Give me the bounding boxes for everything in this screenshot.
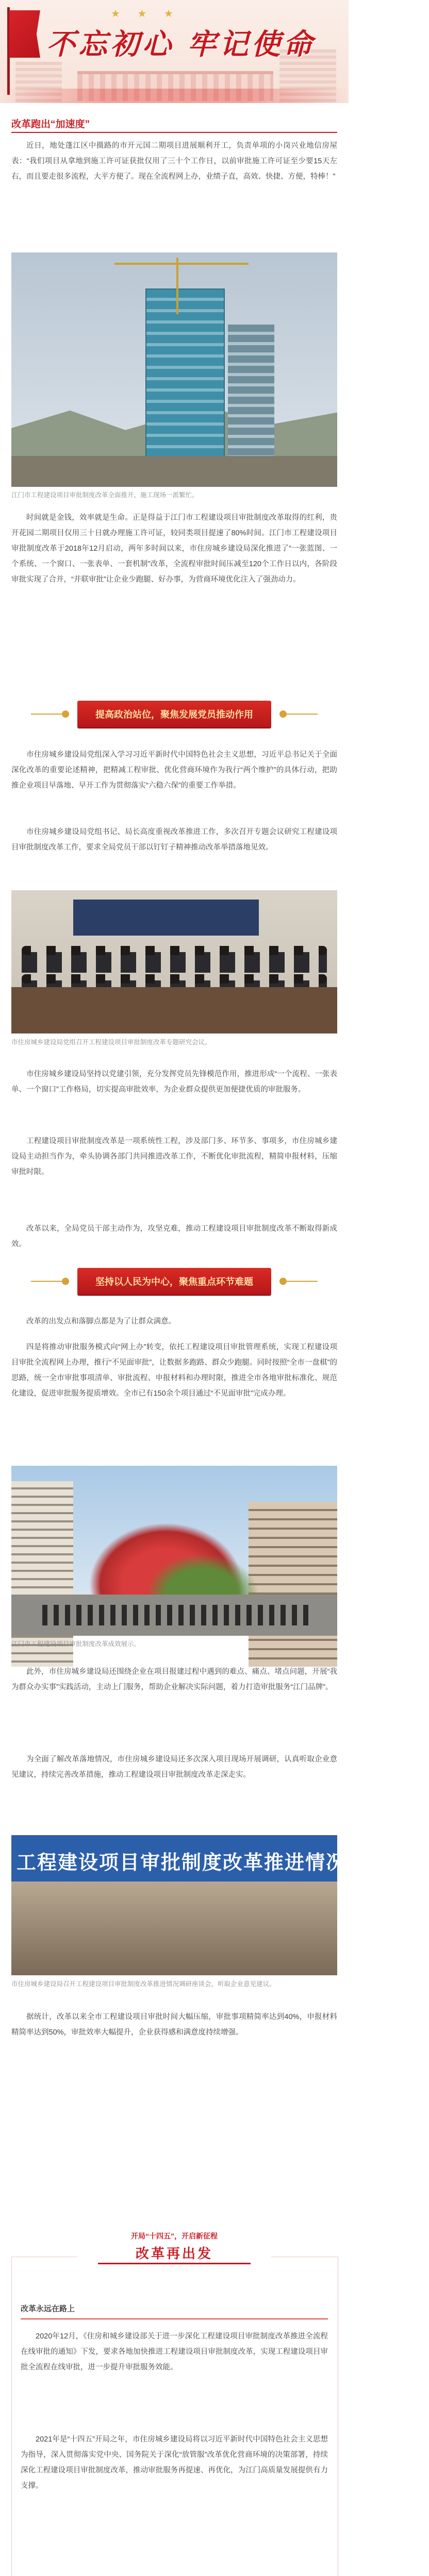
paragraph: 市住房城乡建设局坚持以党建引领，充分发挥党员先锋模范作用，推进形成“一个流程、一张表单、一个窗口”工作格局，切实提高审批效率，为企业群众提供更加便捷优质的审批服务。 [11, 1070, 337, 1094]
photo-caption: 市住房城乡建设局党组召开工程建设项目审批制度改革专题研究会议。 [11, 1039, 211, 1046]
banner-title: 不忘初心 牢记使命 [46, 27, 316, 61]
paragraph: 工程建设项目审批制度改革是一项系统性工程，涉及部门多、环节多、事项多，市住房城乡建设局主动担当作为，牵头协调各部门共同推进改革工作，不断优化审批流程，精简申报材料，压缩审批时限。 [11, 1137, 337, 1176]
red-divider [21, 2318, 328, 2319]
construction-photo [11, 252, 337, 487]
paragraph: 四是将推动审批服务模式向“网上办”转变，依托工程建设项目审批管理系统，实现工程建设项目审批全流程网上办理，推行“不见面审批”，让数据多跑路、群众少跑腿。同时按照“全市一盘棋”的思路，统一全市审批事项清单、审批流程、申报材料和办理时限，推进全市各地审批标准化、规范化建设，促进审批服务提质增效。全市已有150余个项目通过“不见面审批”完成办理。 [11, 1343, 337, 1398]
flower-ornament-icon [62, 1278, 69, 1285]
paragraph: 此外，市住房城乡建设局还围绕企业在项目报建过程中遇到的难点、痛点、堵点问题，开展“我为群众办实事”实践活动，主动上门服务，帮助企业解决实际问题，着力打造审批服务“江门品牌”。 [11, 1668, 337, 1691]
header-banner [0, 0, 349, 103]
party-flag-icon [9, 10, 40, 58]
red-ribbon [0, 89, 349, 103]
forum-photo [11, 1835, 429, 1975]
photo-caption: 江门市工程建设项目审批制度改革全面推开，施工现场一派繁忙。 [11, 492, 199, 499]
flower-ornament-icon [279, 710, 287, 718]
meeting-photo [11, 890, 337, 1033]
flower-ornament-icon [62, 710, 69, 718]
paragraph: 为全面了解改革落地情况，市住房城乡建设局还多次深入项目现场开展调研，认真听取企业意见建议，持续完善改革措施，推动工程建设项目审批制度改革走深走实。 [11, 1755, 337, 1779]
star-decoration-icon: ★ ★ ★ [111, 8, 180, 20]
paragraph: 近日，地处蓬江区中摄路的市开元国二期项目进展顺利开工，负责单项的小岗兴业地信房屋表：“我们项目从拿地到施工许可证获批仅用了三十个工作日，以前审批施工许可证至少要15天左右，而且要走很多流程，大平方便了。现在全流程网上办，业绩子直，高效、快捷、方便，特棒！” [11, 142, 337, 181]
photo-caption: 江门市工程建设项目审批制度改革成效展示。 [11, 1640, 141, 1648]
paragraph: 据统计，改革以来全市工程建设项目审批时间大幅压缩，审批事项精简率达到40%，申报材料精简率达到50%，审批效率大幅提升，企业获得感和满意度持续增强。 [11, 2013, 337, 2037]
chapter-banner: 提高政治站位，聚焦发展党员推动作用 [77, 701, 271, 727]
forum-banner-text: 工程建设项目审批制度改革推进情况调研座谈 [16, 1851, 429, 1874]
buildings-photo [11, 1466, 337, 1636]
paragraph: 2021年是“十四五”开局之年，市住房城乡建设局将以习近平新时代中国特色社会主义思想为指导，深入贯彻落实党中央、国务院关于深化“放管服”改革优化营商环境的决策部署，持续深化工程建设项目审批制度改革，推动审批服务再提速、再优化，为江门高质量发展提供有力支撑。 [21, 2435, 328, 2490]
final-section-header [77, 2231, 271, 2266]
paragraph: 改革以来，全局党员干部主动作为，攻坚克难，推动工程建设项目审批制度改革不断取得新成效。 [11, 1225, 337, 1248]
section-divider [11, 132, 337, 133]
final-heading: 改革永远在路上 [21, 2304, 75, 2313]
paragraph: 市住房城乡建设局党组深入学习习近平新时代中国特色社会主义思想，习近平总书记关于全面深化改革的重要论述精神，把精减工程审批、优化营商环境作为我行“两个维护”的具体行动，把助推企业项目早落地、早开工作为贯彻落实“六稳六保”的重要工作举措。 [11, 751, 337, 790]
flower-ornament-icon [279, 1278, 287, 1285]
section-heading: 改革跑出“加速度” [11, 119, 90, 130]
paragraph: 改革的出发点和落脚点都是为了让群众满意。 [26, 1317, 176, 1326]
chapter-banner: 坚持以人民为中心，聚焦重点环节难题 [77, 1268, 271, 1295]
title-underline [98, 2263, 251, 2264]
final-title: 改革再出发 [135, 2246, 213, 2261]
photo-caption: 市住房城乡建设局召开工程建设项目审批制度改革推进情况调研座谈会，听取企业意见建议。 [11, 1980, 276, 1988]
paragraph: 时间就是金钱，效率就是生命。正是得益于江门市工程建设项目审批制度改革取得的红利，贵开花园二期项目仅用三十日就办理施工许可证，较同类项目提速了80%时间。江门市工程建设项目审批制度改革于2018年12月启动，两年多时间以来，市住房城乡建设局深化推进了“一张蓝图、一个系统、一个窗口、一张表单、一套机制”改革，全流程审批时间压减至120个工作日以内，各阶段审批实现了合并，“并联审批”让企业少跑腿、好办事，为营商环境优化注入了强劲动力。 [11, 514, 337, 584]
paragraph: 2020年12月，《住房和城乡建设部关于进一步深化工程建设项目审批制度改革推进全流程在线审批的通知》下发，要求各地加快推进工程建设项目审批制度改革，实现工程建设项目审批全流程在线审批，进一步提升审批服务效能。 [21, 2332, 328, 2371]
paragraph: 市住房城乡建设局党组书记、局长高度重视改革推进工作，多次召开专题会议研究工程建设项目审批制度改革工作，要求全局党员干部以钉钉子精神推动改革举措落地见效。 [11, 828, 337, 852]
final-subtitle: 开局“十四五”，开启新征程 [131, 2232, 218, 2240]
